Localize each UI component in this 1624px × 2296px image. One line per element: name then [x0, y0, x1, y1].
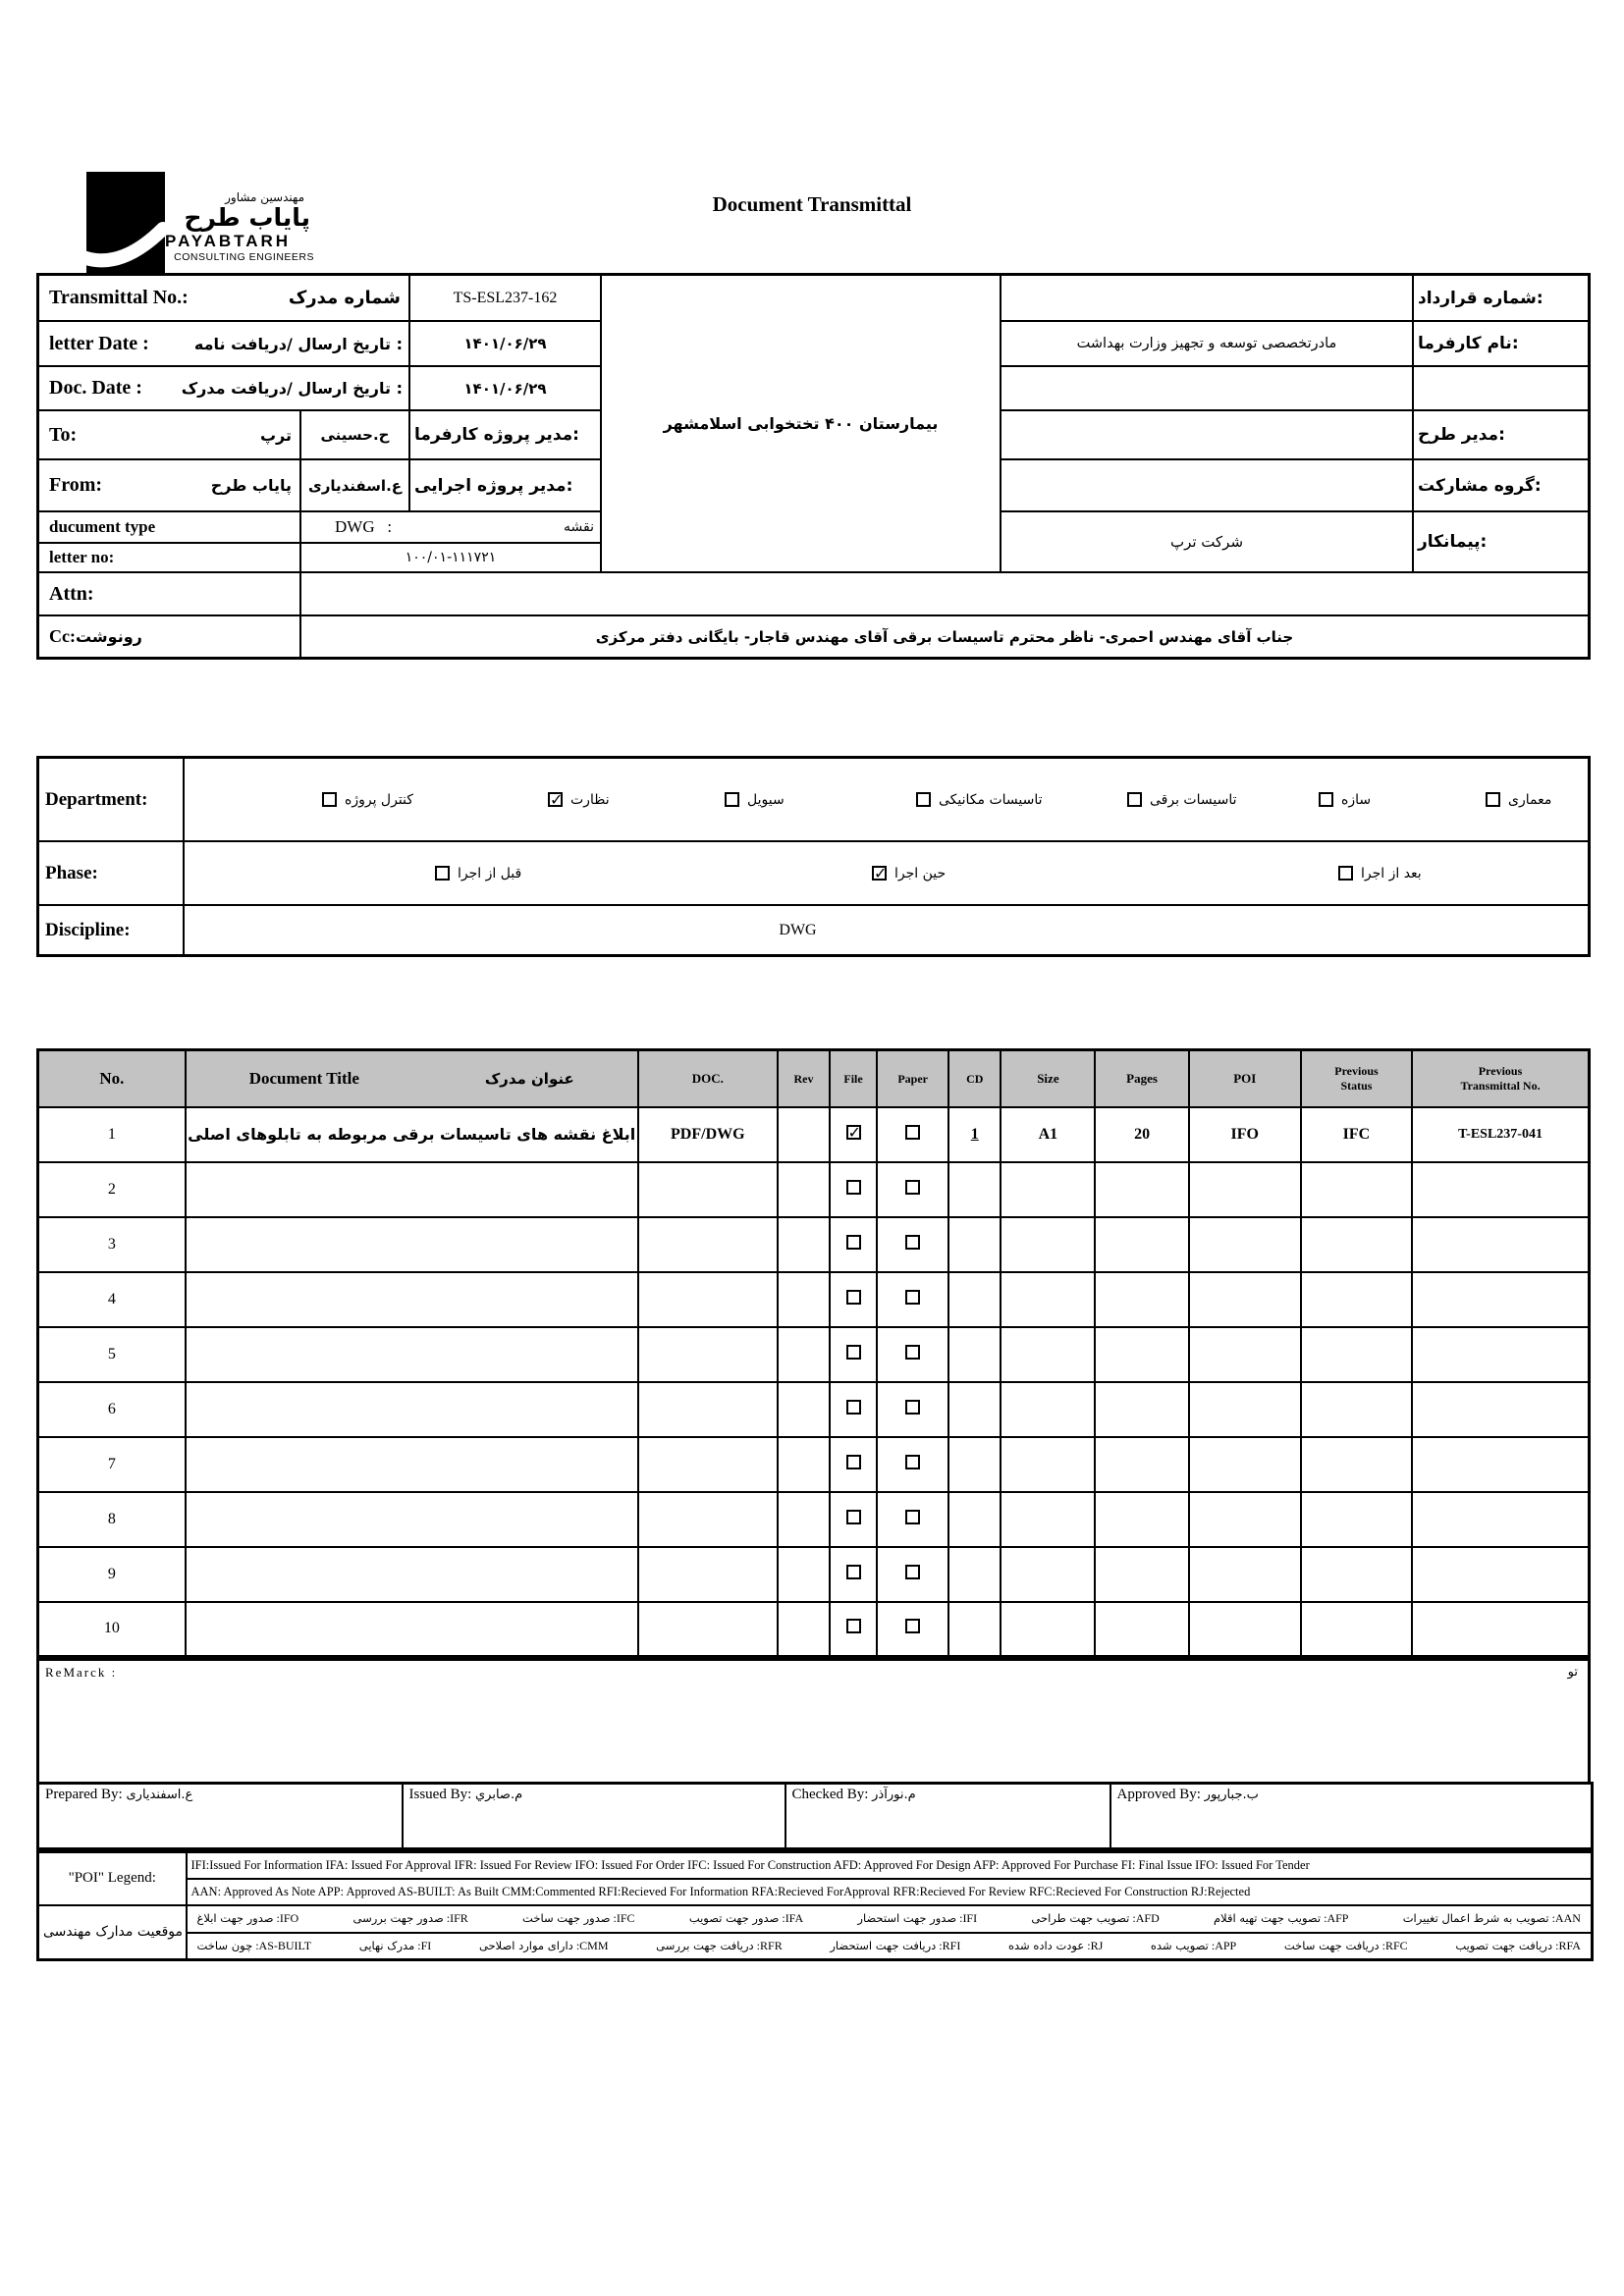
row-paper	[877, 1107, 948, 1162]
discipline-label: Discipline:	[45, 919, 131, 940]
paper-checkbox[interactable]	[905, 1290, 920, 1305]
document-list-table	[36, 1048, 1591, 1658]
table-row	[38, 1437, 1590, 1492]
checkbox[interactable]	[548, 792, 563, 807]
table-header-row	[38, 1050, 1590, 1107]
col-no: No.	[38, 1050, 186, 1107]
attn-label: Attn:	[49, 582, 94, 605]
legend-fa-row1	[187, 1905, 1593, 1933]
department-label: Department:	[45, 788, 148, 810]
doc-type-colon: :	[387, 517, 393, 536]
brand-fa-small: مهندسین مشاور	[225, 190, 304, 204]
doc-date-value: ۱۴۰۱/۰۶/۲۹	[410, 367, 602, 411]
from-cell	[39, 460, 301, 512]
legend-item: دارای موارد اصلاحی : CMM	[479, 1939, 609, 1953]
dept-option-supervision	[548, 792, 610, 808]
col-title	[186, 1050, 638, 1107]
row-file	[830, 1107, 877, 1162]
letter-date-label-fa: تاریخ ارسال /دریافت نامه :	[193, 334, 403, 353]
issued-by-value: م.صابري	[475, 1788, 523, 1802]
checkbox[interactable]	[725, 792, 739, 807]
legend-item: مدرک نهایی : FI	[359, 1939, 432, 1953]
checkbox-label: تاسیسات مکانیکی	[939, 791, 1043, 808]
attn-value-cell	[301, 573, 1588, 616]
jv-value-cell	[1001, 460, 1414, 512]
cc-label-fa: رونوشت	[75, 627, 142, 646]
checkbox[interactable]	[872, 866, 887, 881]
legend-en-row2: AAN: Approved As Note APP: Approved AS-BUILT: As Built CMM:Commented RFI:Recieved For Information RFA:Recieved ForApproval RFR:Recieved For Review RFC:Recieved For Construction RJ:Rejected	[187, 1879, 1593, 1905]
poi-legend-label-fa: موقعیت مدارک مهندسی	[38, 1905, 187, 1960]
prepared-by-value: ع.اسفندیاری	[126, 1788, 193, 1802]
paper-checkbox[interactable]	[905, 1345, 920, 1360]
col-poi: POI	[1189, 1050, 1301, 1107]
col-file: File	[830, 1050, 877, 1107]
jv-label: گروه مشارکت:	[1414, 460, 1588, 512]
file-checkbox[interactable]	[846, 1125, 861, 1140]
row-cd: 1	[970, 1125, 979, 1143]
col-prev-transmittal: Previous Transmittal No.	[1412, 1050, 1589, 1107]
checkbox-label: سیویل	[747, 791, 785, 808]
checkbox-label: سازه	[1341, 791, 1372, 808]
col-size: Size	[1001, 1050, 1095, 1107]
design-manager-label: مدیر طرح:	[1414, 411, 1588, 460]
letter-date-label-cell	[39, 322, 410, 367]
checkbox-label: قبل از اجرا	[458, 865, 522, 881]
file-checkbox[interactable]	[846, 1400, 861, 1415]
dept-option-electrical	[1127, 792, 1236, 808]
paper-checkbox[interactable]	[905, 1400, 920, 1415]
page-title: Document Transmittal	[712, 192, 912, 216]
col-title-en: Document Title	[248, 1068, 359, 1088]
table-row	[38, 1217, 1590, 1272]
signature-row	[36, 1782, 1594, 1850]
contractor-value: شرکت ترپ	[1001, 512, 1414, 573]
legend-en-row1: IFI:Issued For Information IFA: Issued For Approval IFR: Issued For Review IFO: Issued For Order IFC: Issued For Construction AFD: Approved For Design AFP: Approved For Purchase FI: Final Issue IFO: Issued For Tender	[187, 1852, 1593, 1879]
row-doc: PDF/DWG	[638, 1107, 778, 1162]
legend-item: صدور جهت استحضار : IFI	[857, 1911, 977, 1926]
project-name: بیمارستان ۴۰۰ تختخوابی اسلامشهر	[602, 276, 1001, 573]
transmittal-no-label-fa: شماره مدرک	[288, 288, 401, 308]
checked-by-value: م.نورآذر	[872, 1788, 916, 1802]
brand-en-sub: CONSULTING ENGINEERS	[174, 250, 314, 263]
cc-label-en: Cc:	[49, 626, 76, 646]
brand-fa-large: پایاب طرح	[184, 203, 310, 232]
file-checkbox[interactable]	[846, 1345, 861, 1360]
phase-option-after	[1338, 866, 1422, 881]
row-no: 1	[38, 1107, 186, 1162]
doc-type-label: ducument type	[49, 517, 156, 536]
client-name-value: مادرتخصصی توسعه و تجهیز وزارت بهداشت	[1001, 322, 1414, 367]
row-prev-status: IFC	[1301, 1107, 1412, 1162]
dept-option-control-project	[322, 792, 413, 808]
legend-fa-row2	[187, 1933, 1593, 1960]
client-pm-value: ح.حسینی	[301, 411, 410, 460]
checkbox-label: حین اجرا	[894, 865, 947, 881]
dept-option-mechanical	[916, 792, 1043, 808]
row-no: 6	[38, 1382, 186, 1437]
table-row	[38, 1492, 1590, 1547]
row-pages: 20	[1095, 1107, 1188, 1162]
row-prev-transmittal: T-ESL237-041	[1412, 1107, 1589, 1162]
file-checkbox[interactable]	[846, 1290, 861, 1305]
paper-checkbox[interactable]	[905, 1235, 920, 1250]
letter-no-label: letter no:	[49, 548, 115, 566]
legend-item: دریافت جهت تصویب : RFA	[1455, 1939, 1581, 1953]
paper-checkbox[interactable]	[905, 1510, 920, 1524]
table-row	[38, 1327, 1590, 1382]
paper-checkbox[interactable]	[905, 1180, 920, 1195]
row-no: 5	[38, 1327, 186, 1382]
doc-type-value-cell	[301, 512, 602, 544]
legend-item: صدور جهت ابلاغ : IFO	[197, 1911, 299, 1926]
checkbox[interactable]	[916, 792, 931, 807]
table-row	[38, 1602, 1590, 1657]
to-value: ترپ	[259, 425, 292, 445]
row-no: 4	[38, 1272, 186, 1327]
checkbox[interactable]	[435, 866, 450, 881]
company-logo-icon	[86, 172, 165, 283]
table-row	[38, 1162, 1590, 1217]
approved-by-cell	[1110, 1784, 1593, 1849]
cc-label-cell	[39, 616, 301, 657]
file-checkbox[interactable]	[846, 1180, 861, 1195]
row-size: A1	[1001, 1107, 1095, 1162]
poi-legend-table	[36, 1850, 1594, 1961]
discipline-label-cell	[39, 906, 185, 954]
approved-by-value: ب.جبارپور	[1204, 1788, 1259, 1802]
exec-pm-label: مدیر پروژه اجرایی:	[410, 460, 602, 512]
transmittal-no-label-en: Transmittal No.:	[49, 287, 189, 308]
remark-corner-note: تو	[1567, 1665, 1578, 1680]
poi-legend-label: "POI" Legend:	[38, 1852, 187, 1905]
table-row	[38, 1547, 1590, 1602]
checkbox-label: کنترل پروژه	[345, 791, 413, 808]
transmittal-info-table	[36, 273, 1591, 660]
file-checkbox[interactable]	[846, 1235, 861, 1250]
dept-option-architecture	[1486, 792, 1551, 808]
doc-date-label-en: Doc. Date :	[49, 377, 142, 399]
paper-checkbox[interactable]	[905, 1125, 920, 1140]
letter-date-value: ۱۴۰۱/۰۶/۲۹	[410, 322, 602, 367]
row-rev	[778, 1107, 830, 1162]
phase-option-during	[872, 866, 946, 881]
paper-checkbox[interactable]	[905, 1619, 920, 1633]
legend-item: عودت داده شده : RJ	[1008, 1939, 1103, 1953]
col-title-fa: عنوان مدرک	[484, 1069, 574, 1088]
doc-date-label-fa: تاریخ ارسال /دریافت مدرک :	[181, 379, 403, 398]
to-cell	[39, 411, 301, 460]
remark-label: ReMarck :	[45, 1665, 118, 1680]
row-no: 2	[38, 1162, 186, 1217]
row-no: 7	[38, 1437, 186, 1492]
contract-no-label: شماره قرارداد:	[1414, 276, 1588, 322]
classification-table	[36, 756, 1591, 957]
row-title: ابلاغ نقشه های تاسیسات برقی مربوطه به تابلوهای اصلی	[186, 1107, 638, 1162]
doc-date-label-cell	[39, 367, 410, 411]
empty-value-cell	[1001, 367, 1414, 411]
checkbox[interactable]	[1338, 866, 1353, 881]
phase-label-cell	[39, 842, 185, 906]
attn-label-cell	[39, 573, 301, 616]
legend-item: چون ساخت : AS-BUILT	[197, 1939, 312, 1953]
row-no: 3	[38, 1217, 186, 1272]
file-checkbox[interactable]	[846, 1510, 861, 1524]
checkbox[interactable]	[1127, 792, 1142, 807]
checkbox-label: نظارت	[570, 791, 610, 808]
issued-by-cell	[403, 1784, 785, 1849]
doc-type-label-cell	[39, 512, 301, 544]
legend-item: دریافت جهت استحضار : RFI	[830, 1939, 960, 1953]
paper-checkbox[interactable]	[905, 1455, 920, 1469]
legend-item: صدور جهت بررسی : IFR	[353, 1911, 468, 1926]
legend-item: تصویب به شرط اعمال تغییرات : AAN	[1403, 1911, 1581, 1926]
letter-no-value: ۱۰۰/۰۱-۱۱۱۷۲۱	[301, 544, 602, 573]
dept-option-civil	[725, 792, 785, 808]
col-prev-status: Previous Status	[1301, 1050, 1412, 1107]
client-name-label: نام کارفرما:	[1414, 322, 1588, 367]
checkbox-label: معماری	[1508, 791, 1552, 808]
brand-en-name: PAYABTARH	[165, 231, 292, 250]
exec-pm-value: ع.اسفندیاری	[301, 460, 410, 512]
phase-label: Phase:	[45, 862, 98, 883]
table-row	[38, 1382, 1590, 1437]
client-pm-label: مدیر پروژه کارفرما:	[410, 411, 602, 460]
col-cd: CD	[948, 1050, 1001, 1107]
issued-by-label: Issued By:	[408, 1787, 472, 1802]
prepared-by-label: Prepared By:	[45, 1787, 123, 1802]
col-paper: Paper	[877, 1050, 948, 1107]
col-pages: Pages	[1095, 1050, 1188, 1107]
legend-item: تصویب جهت طراحی : AFD	[1031, 1911, 1159, 1926]
checked-by-label: Checked By:	[791, 1787, 869, 1802]
remark-box	[36, 1658, 1591, 1785]
phase-option-before	[435, 866, 521, 881]
contractor-label: پیمانکار:	[1414, 512, 1588, 573]
checkbox-label: تاسیسات برقی	[1150, 791, 1237, 808]
paper-checkbox[interactable]	[905, 1565, 920, 1579]
design-manager-value-cell	[1001, 411, 1414, 460]
approved-by-label: Approved By:	[1116, 1787, 1201, 1802]
from-label: From:	[49, 474, 103, 496]
row-no: 9	[38, 1547, 186, 1602]
contract-no-value-cell	[1001, 276, 1414, 322]
file-checkbox[interactable]	[846, 1565, 861, 1579]
row-no: 8	[38, 1492, 186, 1547]
checkbox[interactable]	[1486, 792, 1500, 807]
checkbox[interactable]	[1319, 792, 1333, 807]
phase-options-row	[185, 842, 1588, 906]
legend-item: دریافت جهت ساخت : RFC	[1284, 1939, 1408, 1953]
prepared-by-cell	[38, 1784, 403, 1849]
legend-item: صدور جهت ساخت : IFC	[522, 1911, 635, 1926]
legend-item: دریافت جهت بررسی : RFR	[656, 1939, 783, 1953]
department-label-cell	[39, 759, 185, 842]
legend-item: تصویب شده : APP	[1151, 1939, 1236, 1953]
discipline-value: DWG	[779, 921, 817, 938]
department-options-row	[185, 759, 1588, 842]
transmittal-no-label-cell	[39, 276, 410, 322]
checkbox-label: بعد از اجرا	[1361, 865, 1422, 881]
file-checkbox[interactable]	[846, 1455, 861, 1469]
cc-value: جناب آقای مهندس احمری- ناظر محترم تاسیسات برقی آقای مهندس قاجار- بایگانی دفتر مرکزی	[595, 627, 1294, 646]
checkbox[interactable]	[322, 792, 337, 807]
col-doc: DOC.	[638, 1050, 778, 1107]
file-checkbox[interactable]	[846, 1619, 861, 1633]
letter-date-label-en: letter Date :	[49, 332, 149, 354]
checked-by-cell	[785, 1784, 1110, 1849]
letter-no-label-cell	[39, 544, 301, 573]
doc-type-value: DWG	[335, 517, 375, 536]
legend-item: صدور جهت تصویب : IFA	[689, 1911, 803, 1926]
doc-type-fa: نقشه	[564, 519, 594, 535]
row-poi: IFO	[1189, 1107, 1301, 1162]
empty-label-cell	[1414, 367, 1588, 411]
table-row	[38, 1272, 1590, 1327]
col-rev: Rev	[778, 1050, 830, 1107]
dept-option-structure	[1319, 792, 1371, 808]
row-no: 10	[38, 1602, 186, 1657]
transmittal-no-value: TS-ESL237-162	[410, 276, 602, 322]
from-value: پایاب طرح	[210, 476, 292, 495]
legend-item: تصویب جهت تهیه اقلام : AFP	[1214, 1911, 1348, 1926]
to-label: To:	[49, 423, 78, 446]
table-row	[38, 1107, 1590, 1162]
